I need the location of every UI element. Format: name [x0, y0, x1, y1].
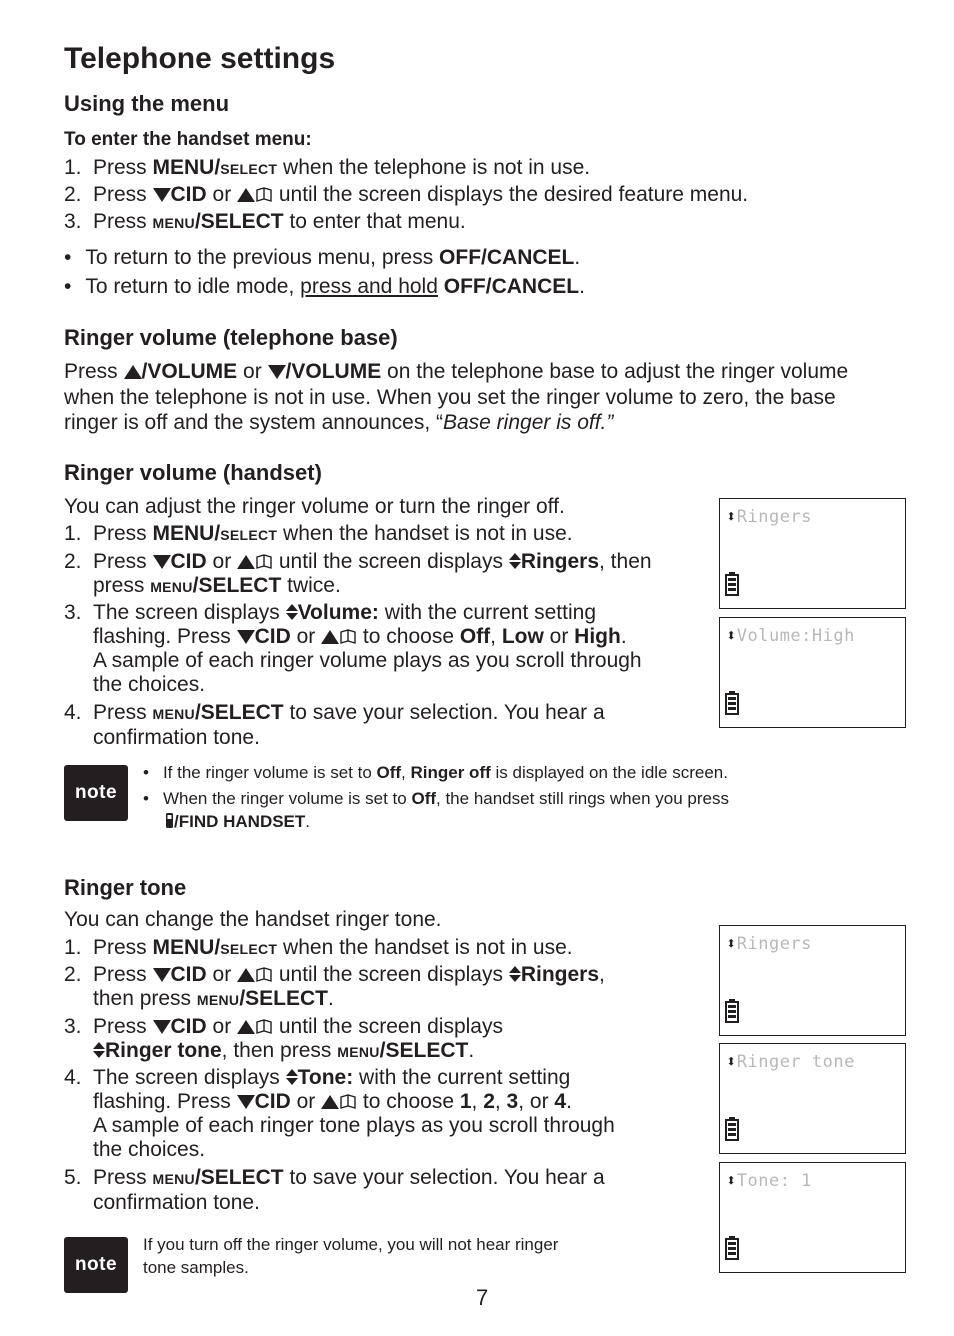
down-triangle-icon [153, 1019, 171, 1035]
list-item: • To return to the previous menu, press OFF/CANCEL. [64, 246, 581, 269]
up-down-arrow-icon [509, 965, 521, 983]
handset-menu-lead: To enter the handset menu: [64, 129, 312, 150]
handset-icon [165, 812, 174, 829]
list-item: • To return to idle mode, press and hold OFF/CANCEL. [64, 275, 585, 298]
up-down-arrow-icon: ⬍ [726, 934, 737, 954]
phonebook-icon [255, 1019, 273, 1035]
list-item: 5. Press MENU/SELECT to save your selection. You hear a confirmation tone. [64, 1166, 605, 1214]
page-number: 7 [476, 1285, 489, 1310]
list-item: 2. Press CID or until the screen displays Ringers, then press MENU/SELECT twice. [64, 550, 652, 597]
note-bullet: • If the ringer volume is set to Off, Ringer off is displayed on the idle screen. [143, 763, 728, 782]
list-item: 4. The screen displays Tone: with the current setting flashing. Press CID or to choose 1, 2, 3, or 4. A sample of each ringer tone plays as you scroll through the choices. [64, 1066, 615, 1161]
note-bullet-continuation: /FIND HANDSET. [165, 810, 310, 833]
up-down-arrow-icon: ⬍ [726, 626, 737, 646]
battery-icon [725, 999, 739, 1023]
down-triangle-icon [237, 629, 255, 645]
section-heading-ringer-volume-handset: Ringer volume (handset) [64, 460, 322, 485]
handset-screen-volume: ⬍Volume:High [719, 617, 906, 728]
up-down-arrow-icon [286, 603, 298, 621]
down-triangle-icon [237, 1094, 255, 1110]
battery-icon [725, 1117, 739, 1141]
up-down-arrow-icon: ⬍ [726, 1171, 737, 1191]
battery-icon [725, 1236, 739, 1260]
battery-icon [725, 691, 739, 715]
phonebook-icon [255, 554, 273, 570]
note-text: tone samples. [143, 1258, 249, 1277]
up-triangle-icon [237, 967, 255, 983]
phonebook-icon [255, 967, 273, 983]
battery-icon [725, 572, 739, 596]
up-down-arrow-icon [509, 552, 521, 570]
handset-screen-ringer-tone: ⬍Ringer tone [719, 1043, 906, 1154]
phonebook-icon [339, 629, 357, 645]
handset-screen-tone: ⬍Tone: 1 [719, 1162, 906, 1273]
list-item: 3. Press MENU/SELECT to enter that menu. [64, 210, 466, 233]
list-item: 4. Press MENU/SELECT to save your selection. You hear a confirmation tone. [64, 701, 605, 749]
up-triangle-icon [237, 554, 255, 570]
up-down-arrow-icon: ⬍ [726, 1052, 737, 1072]
section-heading-using-menu: Using the menu [64, 91, 230, 116]
down-triangle-icon [153, 187, 171, 203]
up-triangle-icon [124, 364, 142, 380]
list-item: 2. Press CID or until the screen displays the desired feature menu. [64, 183, 749, 206]
up-down-arrow-icon [286, 1068, 298, 1086]
note-badge: note [64, 1237, 128, 1293]
up-triangle-icon [237, 1019, 255, 1035]
paragraph-line: You can change the handset ringer tone. [64, 908, 442, 931]
paragraph-line: when the telephone is not in use. When you set the ringer volume to zero, the base [64, 386, 836, 409]
list-item: 1. Press MENU/SELECT when the handset is not in use. [64, 522, 573, 545]
list-item: 1. Press MENU/SELECT when the handset is not in use. [64, 936, 573, 959]
phonebook-icon [255, 187, 273, 203]
handset-screen-ringers: ⬍Ringers [719, 925, 906, 1036]
down-triangle-icon [153, 554, 171, 570]
up-down-arrow-icon: ⬍ [726, 507, 737, 527]
handset-screen-ringers: ⬍Ringers [719, 498, 906, 609]
note-bullet: • When the ringer volume is set to Off, the handset still rings when you press [143, 789, 729, 808]
down-triangle-icon [268, 364, 286, 380]
list-item: 3. Press CID or until the screen displays Ringer tone, then press MENU/SELECT. [64, 1015, 503, 1062]
section-heading-ringer-volume-base: Ringer volume (telephone base) [64, 325, 398, 350]
list-item: 1. Press MENU/SELECT when the telephone is not in use. [64, 156, 591, 179]
up-triangle-icon [237, 187, 255, 203]
up-triangle-icon [321, 629, 339, 645]
page-title: Telephone settings [64, 42, 336, 75]
list-item: 3. The screen displays Volume: with the current setting flashing. Press CID or to choose Off, Low or High. A sample of each ringer volume plays as you scroll through the choices. [64, 601, 642, 696]
note-badge: note [64, 765, 128, 821]
up-triangle-icon [321, 1094, 339, 1110]
paragraph-line: You can adjust the ringer volume or turn the ringer off. [64, 495, 565, 518]
paragraph-line: ringer is off and the system announces, “Base ringer is off.” [64, 411, 614, 434]
section-heading-ringer-tone: Ringer tone [64, 875, 187, 900]
phonebook-icon [339, 1094, 357, 1110]
note-text: If you turn off the ringer volume, you will not hear ringer [143, 1235, 559, 1254]
up-down-arrow-icon [93, 1041, 105, 1059]
down-triangle-icon [153, 967, 171, 983]
list-item: 2. Press CID or until the screen displays Ringers, then press MENU/SELECT. [64, 963, 605, 1010]
paragraph-line: Press /VOLUME or /VOLUME on the telephone base to adjust the ringer volume [64, 360, 849, 383]
